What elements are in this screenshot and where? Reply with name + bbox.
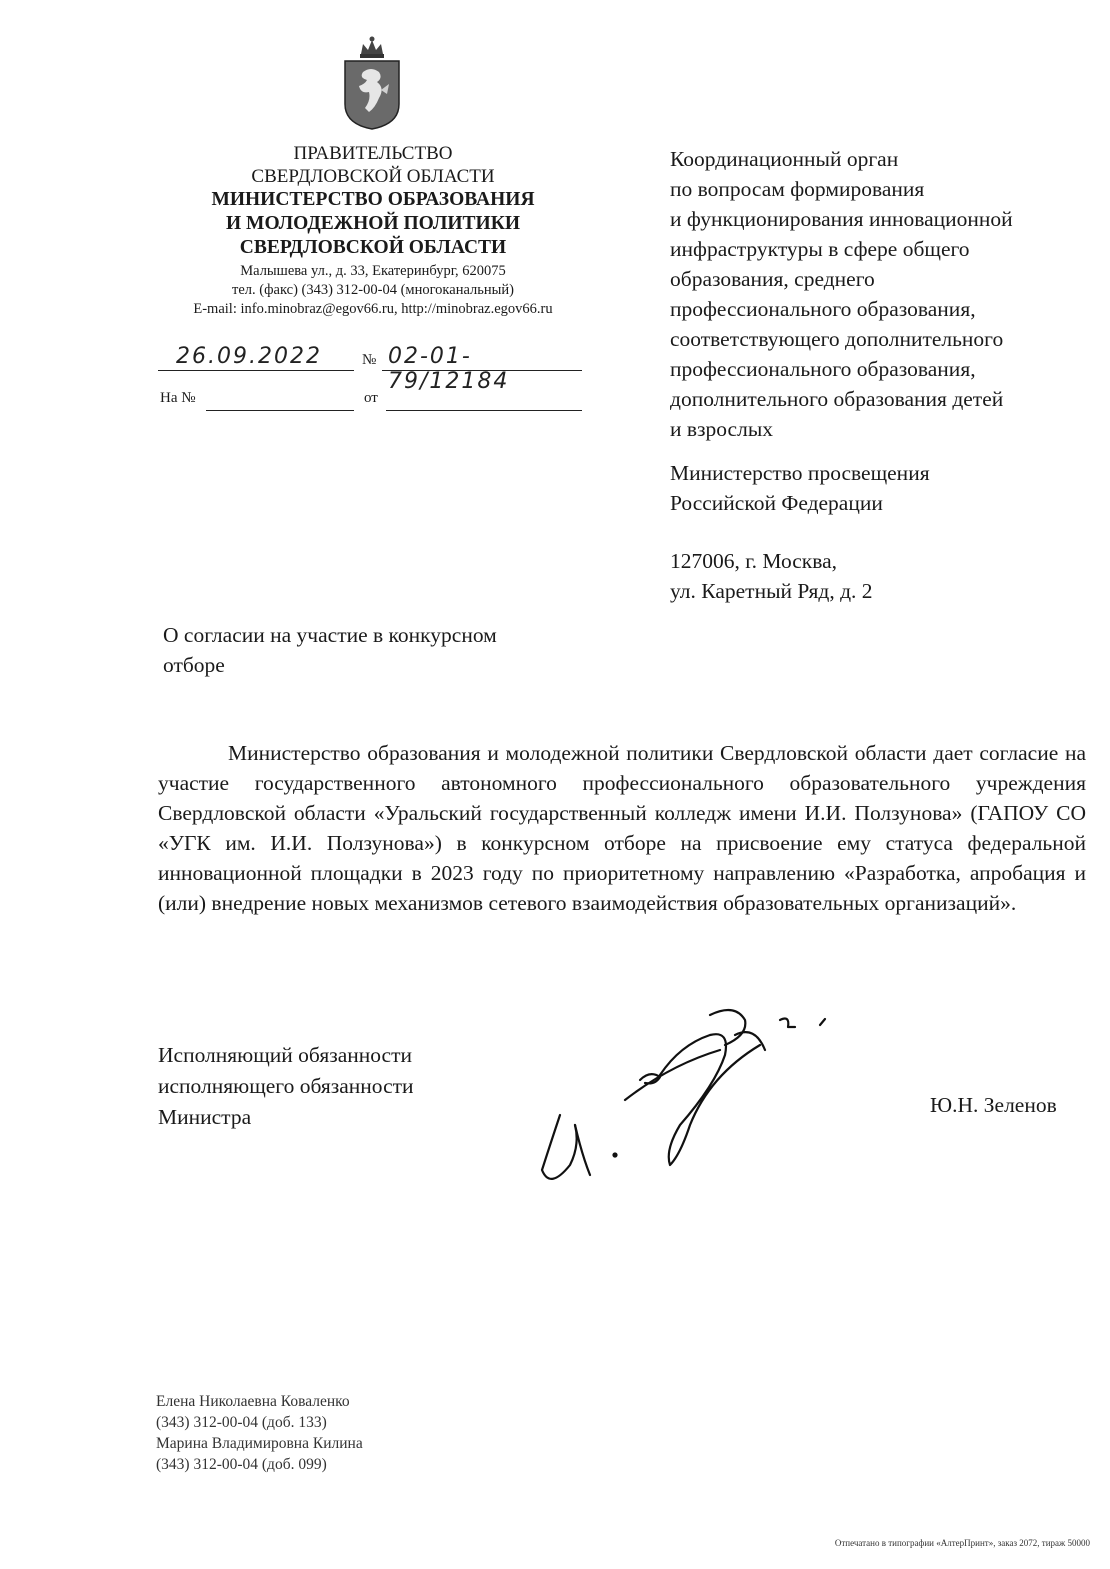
subject-line-1: О согласии на участие в конкурсном [163,623,497,647]
addressee-line: дополнительного образования детей [670,387,1004,411]
addressee-block [670,144,1100,606]
signatory-name: Ю.Н. Зеленов [930,1093,1057,1117]
date-field [158,346,354,371]
position-line-1: Исполняющий обязанности [158,1043,412,1067]
registration-number: 02-01-79/12184 [388,344,510,394]
coat-of-arms-icon [341,34,403,130]
ministry-line-1: МИНИСТЕРСТВО ОБРАЗОВАНИЯ [211,189,535,210]
number-label: № [362,352,377,368]
addressee-line: и функционирования инновационной [670,207,1013,231]
registration-block [158,346,588,416]
addressee-address-line-1: 127006, г. Москва, [670,549,838,573]
addressee-line: по вопросам формирования [670,177,925,201]
addressee-line: профессионального образования, [670,357,976,381]
addressee-ministry-line-2: Российской Федерации [670,491,883,515]
letter-subject [163,620,613,680]
from-label: от [364,390,378,406]
government-line-2: СВЕРДЛОВСКОЙ ОБЛАСТИ [251,166,495,187]
letterhead [150,142,596,319]
signatory-position [158,1040,518,1133]
ministry-address: Малышева ул., д. 33, Екатеринбург, 620075 [240,263,506,279]
letter-body: Министерство образования и молодежной политики Свердловской области дает согласие на участие государственного автономного профессионального образовательного учреждения Свердловской области «Уральский государственный колледж имени И.И. Ползунова» (ГАПОУ СО «УГК им. И.И. Ползунова») в конкурсном отборе на присвоение ему статуса федеральной инновационной площадки в 2023 году по приоритетному направлению «Разработка, апробация и (или) внедрение новых механизмов сетевого взаимодействия образовательных организаций». [158,741,1086,915]
reply-date-field [386,386,582,411]
contact-phone-2: (343) 312-00-04 (доб. 099) [156,1456,327,1473]
ministry-email: E-mail: info.minobraz@egov66.ru, http://minobraz.egov66.ru [193,301,553,317]
addressee-line: соответствующего дополнительного [670,327,1004,351]
government-line-1: ПРАВИТЕЛЬСТВО [293,143,453,164]
contact-person-1: Елена Николаевна Коваленко [156,1393,350,1410]
ministry-line-3: СВЕРДЛОВСКОЙ ОБЛАСТИ [239,237,507,258]
reply-number-label: На № [160,390,196,406]
handwritten-signature [520,1005,840,1195]
position-line-3: Министра [158,1105,252,1129]
addressee-line: инфраструктуры в сфере общего [670,237,970,261]
executor-contacts [156,1391,476,1475]
registration-date: 26.09.2022 [176,344,322,369]
position-line-2: исполняющего обязанности [158,1074,414,1098]
addressee-line: и взрослых [670,417,774,441]
addressee-ministry-line-1: Министерство просвещения [670,461,930,485]
addressee-line: образования, среднего [670,267,875,291]
addressee-address-line-2: ул. Каретный Ряд, д. 2 [670,579,873,603]
ministry-phone: тел. (факс) (343) 312-00-04 (многоканальный) [232,282,514,298]
ministry-line-2: И МОЛОДЕЖНОЙ ПОЛИТИКИ [226,213,520,234]
subject-line-2: отборе [163,653,225,677]
reply-number-field [206,386,354,411]
number-field [382,344,582,394]
contact-phone-1: (343) 312-00-04 (доб. 133) [156,1414,327,1431]
addressee-line: профессионального образования, [670,297,976,321]
contact-person-2: Марина Владимировна Килина [156,1435,363,1452]
print-note: Отпечатано в типографии «АлтерПринт», заказ 2072, тираж 50000 [834,1538,1090,1548]
addressee-line: Координационный орган [670,147,899,171]
